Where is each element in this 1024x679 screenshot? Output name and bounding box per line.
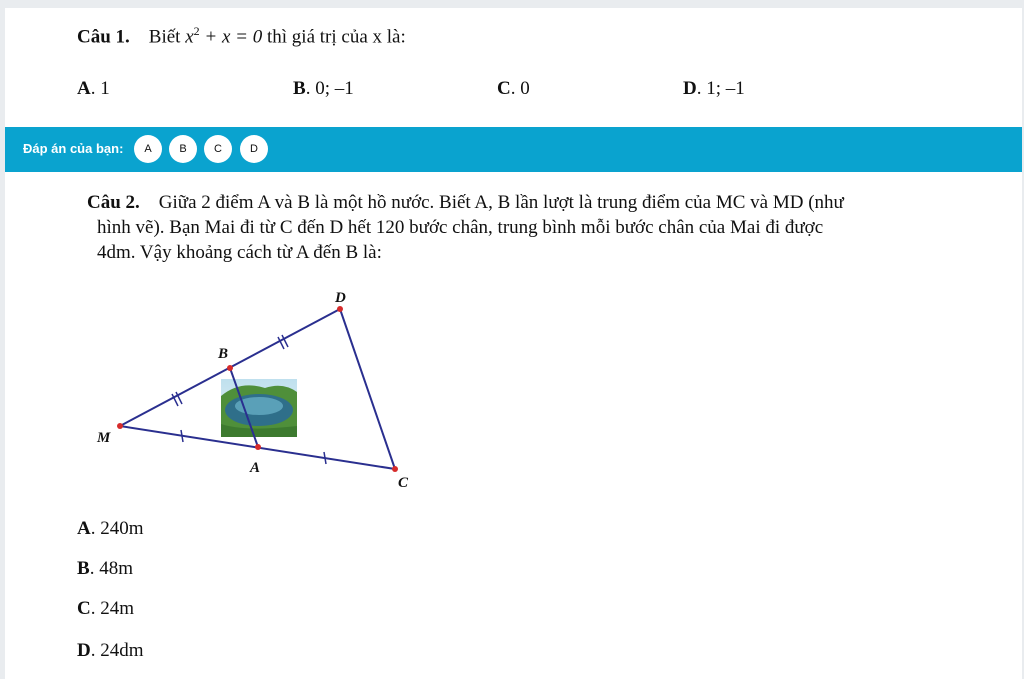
question-1-math-rest: + x = 0 bbox=[204, 26, 263, 48]
label-a: A bbox=[250, 460, 261, 476]
label-m: M bbox=[97, 430, 111, 446]
answer-choice-b[interactable]: B bbox=[169, 135, 197, 163]
lake-image bbox=[221, 379, 297, 437]
question-2-line-2: hình vẽ). Bạn Mai đi từ C đến D hết 120 bước chân, trung bình mỗi bước chân của Mai đi được bbox=[97, 217, 824, 238]
question-2-stem bbox=[87, 190, 967, 265]
question-2 bbox=[5, 174, 1022, 679]
answer-choice-a[interactable]: A bbox=[134, 135, 162, 163]
label-d: D bbox=[335, 290, 346, 306]
page bbox=[5, 8, 1022, 679]
question-2-option-d: D. 24dm bbox=[77, 640, 144, 661]
question-2-line-3: 4dm. Vậy khoảng cách từ A đến B là: bbox=[97, 242, 382, 263]
question-2-number: Câu 2. bbox=[87, 192, 140, 213]
question-2-option-a: A. 240m bbox=[77, 518, 144, 539]
answer-bar bbox=[5, 127, 1022, 172]
label-b: B bbox=[218, 346, 229, 362]
question-1-text-after: thì giá trị của x là: bbox=[266, 26, 406, 48]
question-1-text-before: Biết bbox=[148, 26, 181, 48]
question-1-stem bbox=[77, 24, 406, 48]
question-1-number: Câu 1. bbox=[77, 26, 130, 48]
question-1-option-a: A. 1 bbox=[77, 78, 110, 99]
answer-bar-label: Đáp án của bạn: bbox=[23, 141, 124, 156]
question-1 bbox=[5, 8, 1022, 126]
question-1-math-x: x bbox=[185, 26, 194, 48]
label-c: C bbox=[398, 475, 409, 491]
triangle-figure bbox=[97, 284, 425, 499]
question-1-math-exp: 2 bbox=[193, 24, 200, 38]
question-1-option-b: B. 0; –1 bbox=[293, 78, 354, 99]
question-2-option-c: C. 24m bbox=[77, 598, 135, 619]
segment-dc bbox=[340, 309, 395, 469]
question-1-option-d: D. 1; –1 bbox=[683, 78, 745, 99]
question-2-option-b: B. 48m bbox=[77, 558, 133, 579]
question-2-line-1: Câu 2. Giữa 2 điểm A và B là một hồ nước. Biết A, B lần lượt là trung điểm của MC và MD (như bbox=[87, 192, 844, 213]
question-1-option-c: C. 0 bbox=[497, 78, 530, 99]
answer-choice-d[interactable]: D bbox=[240, 135, 268, 163]
answer-choice-c[interactable]: C bbox=[204, 135, 232, 163]
